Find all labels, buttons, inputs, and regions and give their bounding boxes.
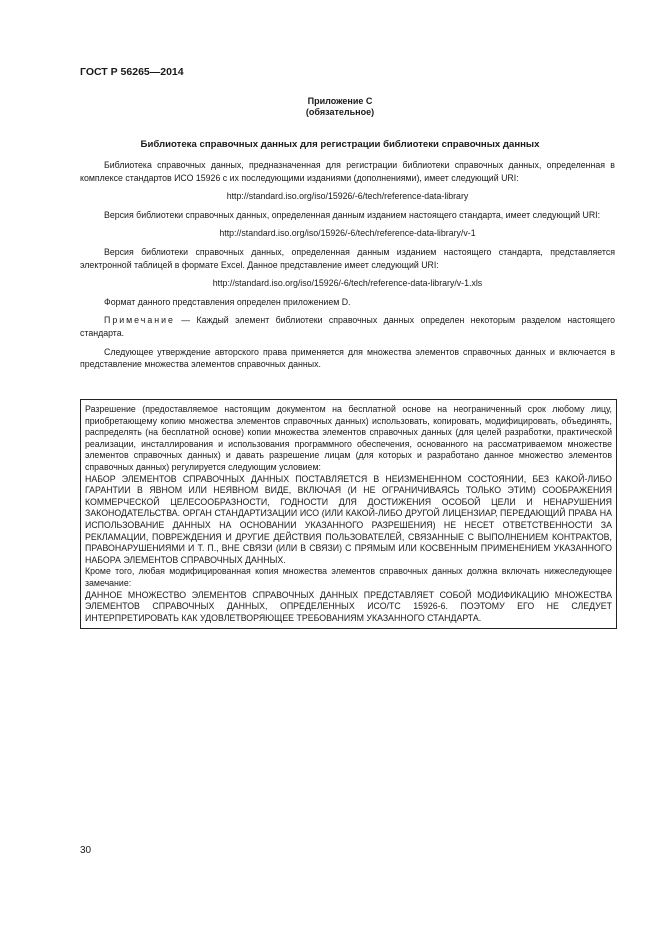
body-text	[80, 159, 615, 377]
uri-version: http://standard.iso.org/iso/15926/-6/tech/reference-data-library/v-1	[219, 228, 476, 239]
uri-excel: http://standard.iso.org/iso/15926/-6/tech/reference-data-library/v-1.xls	[212, 278, 483, 289]
license-notice: ДАННОЕ МНОЖЕСТВО ЭЛЕМЕНТОВ СПРАВОЧНЫХ ДАННЫХ ПРЕДСТАВЛЯЕТ СОБОЙ МОДИФИКАЦИЮ МНОЖЕСТВА ЭЛЕМЕНТОВ СПРАВОЧНЫХ ДАННЫХ, ОПРЕДЕЛЕННЫХ ИСО/ТС 15926-6. ПОЭТОМУ ЕГО НЕ СЛЕДУЕТ ИНТЕРПРЕТИРОВАТЬ КАК УДОВЛЕТВОРЯЮЩЕЕ ТРЕБОВАНИЯМ УКАЗАННОГО СТАНДАРТА.	[85, 589, 612, 623]
uri-library: http://standard.iso.org/iso/15926/-6/tech/reference-data-library	[226, 191, 469, 202]
copyright-box	[80, 399, 617, 629]
appendix-title: Приложение С	[307, 96, 373, 106]
paragraph-5: Следующее утверждение авторского права применяется для множества элементов справочных данных и включается в представление множества элементов справочных данных.	[80, 346, 615, 370]
note-text: — Каждый элемент библиотеки справочных данных определен некоторым разделом настоящего стандарта.	[80, 315, 615, 338]
note	[80, 314, 615, 339]
paragraph-2: Версия библиотеки справочных данных, определенная данным изданием настоящего стандарта, имеет следующий URI:	[104, 209, 601, 220]
license-modification: Кроме того, любая модифицированная копия множества элементов справочных данных должна включать нижеследующее замечание:	[85, 566, 612, 588]
section-heading: Библиотека справочных данных для регистрации библиотеки справочных данных	[140, 139, 540, 150]
note-label: Примечание	[104, 315, 175, 326]
standard-designation: ГОСТ Р 56265—2014	[80, 66, 184, 78]
paragraph-3: Версия библиотеки справочных данных, определенная данным изданием настоящего стандарта, представляется электронной таблицей в формате Excel. Данное представление имеет следующий URI:	[80, 246, 615, 270]
license-disclaimer: НАБОР ЭЛЕМЕНТОВ СПРАВОЧНЫХ ДАННЫХ ПОСТАВЛЯЕТСЯ В НЕИЗМЕНЕННОМ СОСТОЯНИИ, БЕЗ КАКОЙ-ЛИБО ГАРАНТИИ В ЯВНОМ ИЛИ НЕЯВНОМ ВИДЕ, ВКЛЮЧАЯ (И НЕ ОГРАНИЧИВАЯСЬ ТОЛЬКО ЭТИМ) СООБРАЖЕНИЯ КОММЕРЧЕСКОЙ ЦЕЛЕСООБРАЗНОСТИ, ГОДНОСТИ ДЛЯ ДОСТИЖЕНИЯ ОСОБОЙ ЦЕЛИ И НЕНАРУШЕНИЯ ЗАКОНОДАТЕЛЬСТВА. ОРГАН СТАНДАРТИЗАЦИИ ИСО (ИЛИ КАКОЙ-ЛИБО ДРУГОЙ ЛИЦЕНЗИАР, ПЕРЕДАЮЩИЙ ПРАВА НА ИСПОЛЬЗОВАНИЕ ДАННЫХ НА ОСНОВАНИИ УКАЗАННОГО РАЗРЕШЕНИЯ) НЕ НЕСЕТ ОТВЕТСТВЕННОСТИ ЗА РЕКЛАМАЦИИ, ПОВРЕЖДЕНИЯ И ДРУГИЕ ДЕЙСТВИЯ ПОЛЬЗОВАТЕЛЕЙ, СВЯЗАННЫЕ С ВЫПОЛНЕНИЕМ КОНТРАКТОВ, ПРАВОНАРУШЕНИЯМИ И Т. П., ВНЕ СВЯЗИ (ИЛИ В СВЯЗИ) С ПРЯМЫМ ИЛИ КОСВЕННЫМ ПРИМЕНЕНИЕМ УКАЗАННОГО НАБОРА ЭЛЕМЕНТОВ СПРАВОЧНЫХ ДАННЫХ.	[85, 473, 612, 565]
license-permission: Разрешение (предоставляемое настоящим документом на бесплатной основе на неограниченный срок любому лицу, приобретающему копию множества элементов справочных данных) использовать, копировать, модифицировать, объединять, распределять (на бесплатной основе) копии множества элементов справочных данных (для целей разработки, практической реализации, инсталлирования и использования программного обеспечения, основанного на рассматриваемом множестве элементов справочных данных) и давать разрешение лицам (для которых и разработано данное множество элементов справочных данных) регулируется следующим условием:	[85, 404, 612, 472]
paragraph-4: Формат данного представления определен приложением D.	[104, 296, 351, 307]
appendix-subtitle: (обязательное)	[305, 107, 375, 117]
paragraph-1: Библиотека справочных данных, предназначенная для регистрации библиотеки справочных данных, определенная в комплексе стандартов ИСО 15926 с их последующими изданиями (дополнениями), имеет следующий URI:	[80, 160, 615, 183]
page-number: 30	[80, 845, 92, 856]
